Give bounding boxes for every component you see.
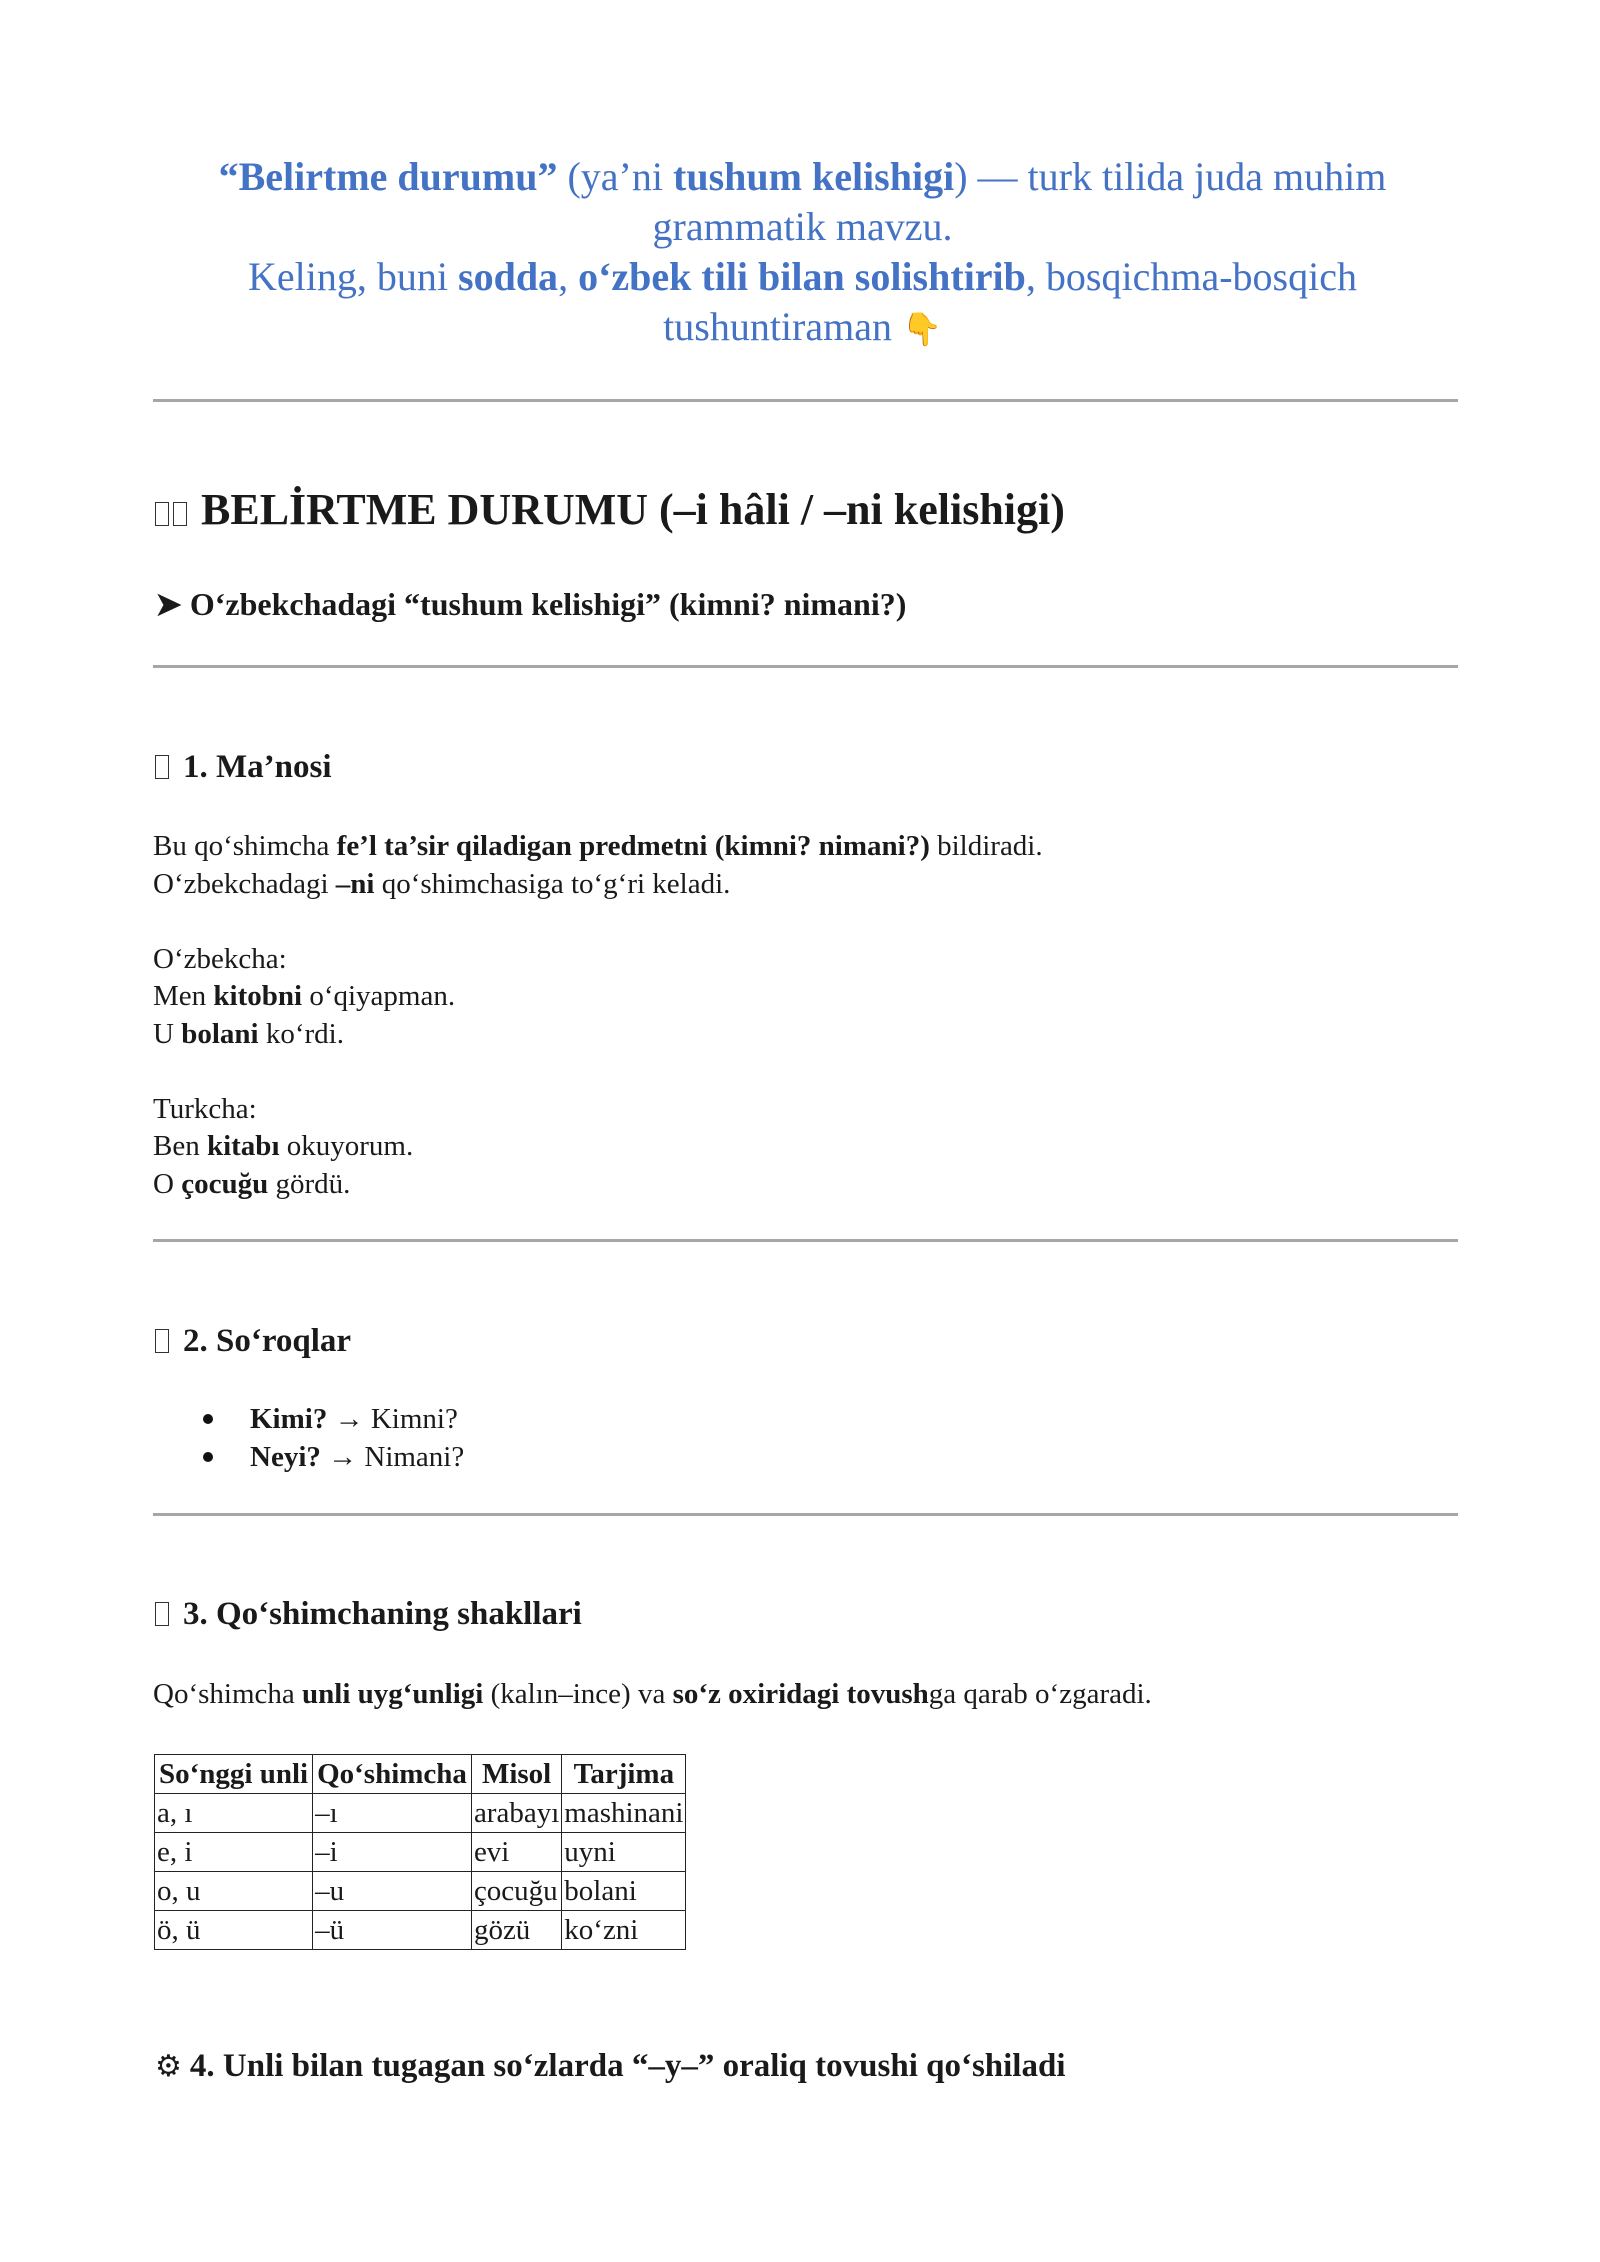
table-cell: o, u [155,1872,313,1911]
table-row [155,1872,686,1911]
column-header: Misol [471,1755,561,1794]
table-row [155,1794,686,1833]
table-cell: bolani [562,1872,686,1911]
section-1-heading: 1. Ma’nosi [155,747,332,787]
horizontal-rule [153,399,1458,402]
missing-glyph-icon [173,502,187,526]
missing-glyph-icon [155,755,169,779]
section-4-heading: ⚙ 4. Unli bilan tugagan so‘zlarda “–y–” oraliq tovushi qo‘shiladi [155,2048,1066,2084]
section-1-body [153,828,1043,1203]
horizontal-rule [153,1239,1458,1242]
table-cell: gözü [471,1911,561,1950]
table-row [155,1833,686,1872]
intro-line-3: Keling, buni sodda, o‘zbek tili bilan solishtirib, bosqichma-bosqich [248,254,1357,299]
table-cell: ö, ü [155,1911,313,1950]
column-header: Qo‘shimcha [313,1755,472,1794]
uzbek-example: U bolani ko‘rdi. [153,1017,344,1050]
question-list [195,1400,464,1476]
table-cell: –u [313,1872,472,1911]
missing-glyph-icon [155,502,169,526]
intro-paragraph [155,152,1450,354]
list-item: Kimi? → Kimni? [195,1400,464,1438]
text-line: O‘zbekchadagi –ni qo‘shimchasiga to‘g‘ri keladi. [153,867,731,900]
horizontal-rule [153,1513,1458,1516]
intro-line-4: tushuntiraman 👇 [663,304,942,349]
table-cell: ko‘zni [562,1911,686,1950]
turkish-example: O çocuğu gördü. [153,1167,351,1200]
pointing-down-icon: 👇 [902,310,942,348]
bullet-icon [203,1452,213,1462]
table-cell: uyni [562,1833,686,1872]
table-cell: arabayı [471,1794,561,1833]
gear-icon: ⚙ [155,2049,182,2084]
table-cell: mashinani [562,1794,686,1833]
turkish-label: Turkcha: [153,1092,257,1125]
subtitle: ➤ O‘zbekchadagi “tushum kelishigi” (kimni? nimani?) [155,586,907,622]
table-row [155,1911,686,1950]
section-3-heading: 3. Qo‘shimchaning shakllari [155,1594,582,1634]
table-header-row [155,1755,686,1794]
section-3-body: Qo‘shimcha unli uyg‘unligi (kalın–ince) va so‘z oxiridagi tovushga qarab o‘zgaradi. [153,1678,1152,1710]
list-item: Neyi? → Nimani? [195,1438,464,1476]
table-cell: –ı [313,1794,472,1833]
main-title: BELİRTME DURUMU (–i hâli / –ni kelishigi) [155,484,1065,536]
intro-line-2: grammatik mavzu. [652,204,953,249]
table-cell: –ü [313,1911,472,1950]
column-header: Tarjima [562,1755,686,1794]
text-line: Bu qo‘shimcha fe’l ta’sir qiladigan predmetni (kimni? nimani?) bildiradi. [153,830,1043,862]
horizontal-rule [153,665,1458,668]
uzbek-label: O‘zbekcha: [153,942,287,975]
missing-glyph-icon [155,1602,169,1626]
suffix-table [154,1754,686,1950]
table-cell: a, ı [155,1794,313,1833]
column-header: So‘nggi unli [155,1755,313,1794]
table-cell: evi [471,1833,561,1872]
section-2-heading: 2. So‘roqlar [155,1321,351,1361]
missing-glyph-icon [155,1329,169,1353]
table-cell: e, i [155,1833,313,1872]
bullet-icon [203,1414,213,1424]
table-cell: –i [313,1833,472,1872]
turkish-example: Ben kitabı okuyorum. [153,1130,414,1162]
uzbek-example: Men kitobni o‘qiyapman. [153,980,456,1012]
intro-line-1: “Belirtme durumu” (ya’ni tushum kelishigi) — turk tilida juda muhim [218,154,1387,199]
table-cell: çocuğu [471,1872,561,1911]
